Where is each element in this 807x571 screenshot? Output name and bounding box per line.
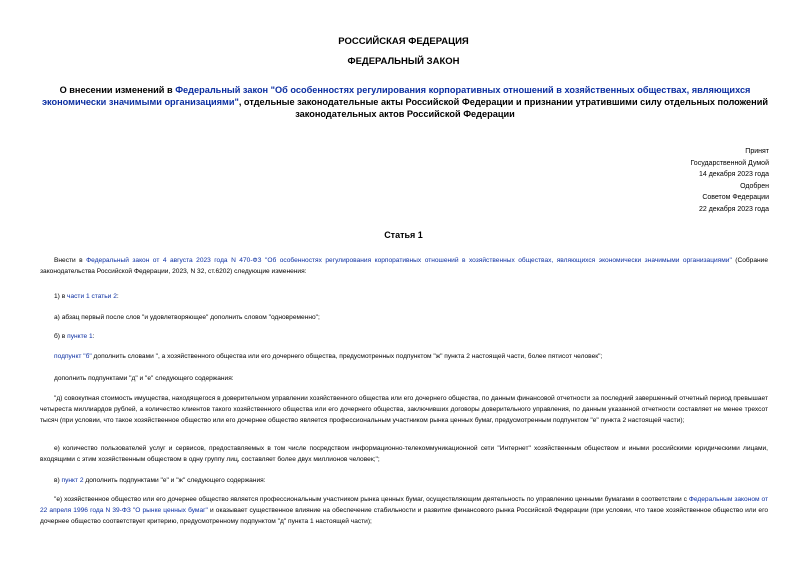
- adoption-block: [690, 146, 769, 215]
- paragraph-subpoint-e-new: "е) хозяйственное общество или его дочернее общество является профессиональным участником рынка ценных бумаг, осуществляющим деятельность по управлению ценными бумагами в соответствии с Федеральным законом от 22 апреля 1996 года N 39-ФЗ "О рынке ценных бумаг" и оказывает существенное влияние на обеспечение стабильности и развитие финансового рынка Российской Федерации (при условии, что такое хозяйственное общество или его дочернее общество соответствует критерию, предусмотренному подпунктом "д" пункта 1 настоящей части);: [40, 496, 769, 526]
- law-type-heading: ФЕДЕРАЛЬНЫЙ ЗАКОН: [347, 56, 460, 67]
- approved-date: 22 декабря 2023 года: [698, 205, 769, 213]
- title-suffix: , отдельные законодательные акты Российской Федерации и признании утратившими силу отдельных положений законодательных актов Российской Федерации: [238, 97, 769, 119]
- country-heading: РОССИЙСКАЯ ФЕДЕРАЦИЯ: [338, 36, 469, 47]
- point-2-link[interactable]: пункт 2: [61, 477, 84, 484]
- paragraph-subpoint-b: подпункт "б" дополнить словами ", а хозяйственного общества или его дочернего общества, предусмотренных подпунктом "ж" пункта 2 настоящей части, более пятисот человек";: [54, 353, 603, 360]
- point-1-link[interactable]: пункте 1: [67, 333, 93, 340]
- title-law-link[interactable]: Федеральный закон "Об особенностях регулирования корпоративных отношений в хозяйственных обществах, являющихся экономически значимыми организациями": [41, 85, 751, 107]
- adopted-by-duma: Государственной Думой: [690, 159, 769, 167]
- law-39-link[interactable]: Федеральным законом от 22 апреля 1996 года N 39-ФЗ "О рынке ценных бумаг": [40, 496, 768, 515]
- subpoint-b-link[interactable]: подпункт "б": [54, 353, 92, 360]
- title-prefix: О внесении изменений в: [59, 85, 176, 95]
- adopted-date: 14 декабря 2023 года: [698, 171, 769, 178]
- paragraph-subpoint-e: е) количество пользователей услуг и сервисов, предоставляемых в том числе посредством информационно-телекоммуникационной сети "Интернет" хозяйственным обществом и иными российскими юридическими лицами, входящими с этим хозяйственным обществом в одну группу лиц, составляет более двух миллионов человек;";: [40, 445, 768, 464]
- paragraph-item-a: а) абзац первый после слов "и удовлетворяющее" дополнить словом "одновременно";: [54, 314, 320, 321]
- article-heading: Статья 1: [384, 230, 423, 240]
- paragraph-item-v: в) пункт 2 дополнить подпунктами "е" и "ж" следующего содержания:: [54, 477, 266, 484]
- law-title: [40, 84, 770, 120]
- part-1-article-2-link[interactable]: части 1 статьи 2: [67, 293, 117, 300]
- approved-label: Одобрен: [740, 182, 769, 190]
- paragraph-item-b: б) в пункте 1:: [54, 333, 95, 340]
- paragraph-item-1: 1) в части 1 статьи 2:: [54, 293, 119, 300]
- paragraph-add-subpoints: дополнить подпунктами "д" и "е" следующего содержания:: [54, 375, 234, 382]
- paragraph-subpoint-d: "д) совокупная стоимость имущества, находящегося в доверительном управлении хозяйственного общества или его дочернего общества, по данным финансовой отчетности за последний завершенный отчетный период превышает четыреста миллиардов рублей, а количество клиентов такого хозяйственного общества или его дочернего общества, заключивших договоры доверительного управления, по данным указанной отчетности составляет не менее трехсот тысяч (при условии, что такое хозяйственное общество или его дочернее общество является профессиональным участником рынка ценных бумаг, предусмотренным подпунктом "е" пункта 2 настоящей части);: [40, 395, 768, 425]
- approved-by-council: Советом Федерации: [702, 194, 769, 201]
- law-470-link[interactable]: Федеральный закон от 4 августа 2023 года N 470-ФЗ "Об особенностях регулирования корпоративных отношений в хозяйственных обществах, являющихся экономически значимыми организациями": [86, 257, 732, 264]
- paragraph-intro: Внести в Федеральный закон от 4 августа 2023 года N 470-ФЗ "Об особенностях регулирования корпоративных отношений в хозяйственных обществах, являющихся экономически значимыми организациями" (Собрание законодательства Российской Федерации, 2023, N 32, ст.6202) следующие изменения:: [40, 257, 769, 276]
- adopted-label: Принят: [745, 148, 769, 155]
